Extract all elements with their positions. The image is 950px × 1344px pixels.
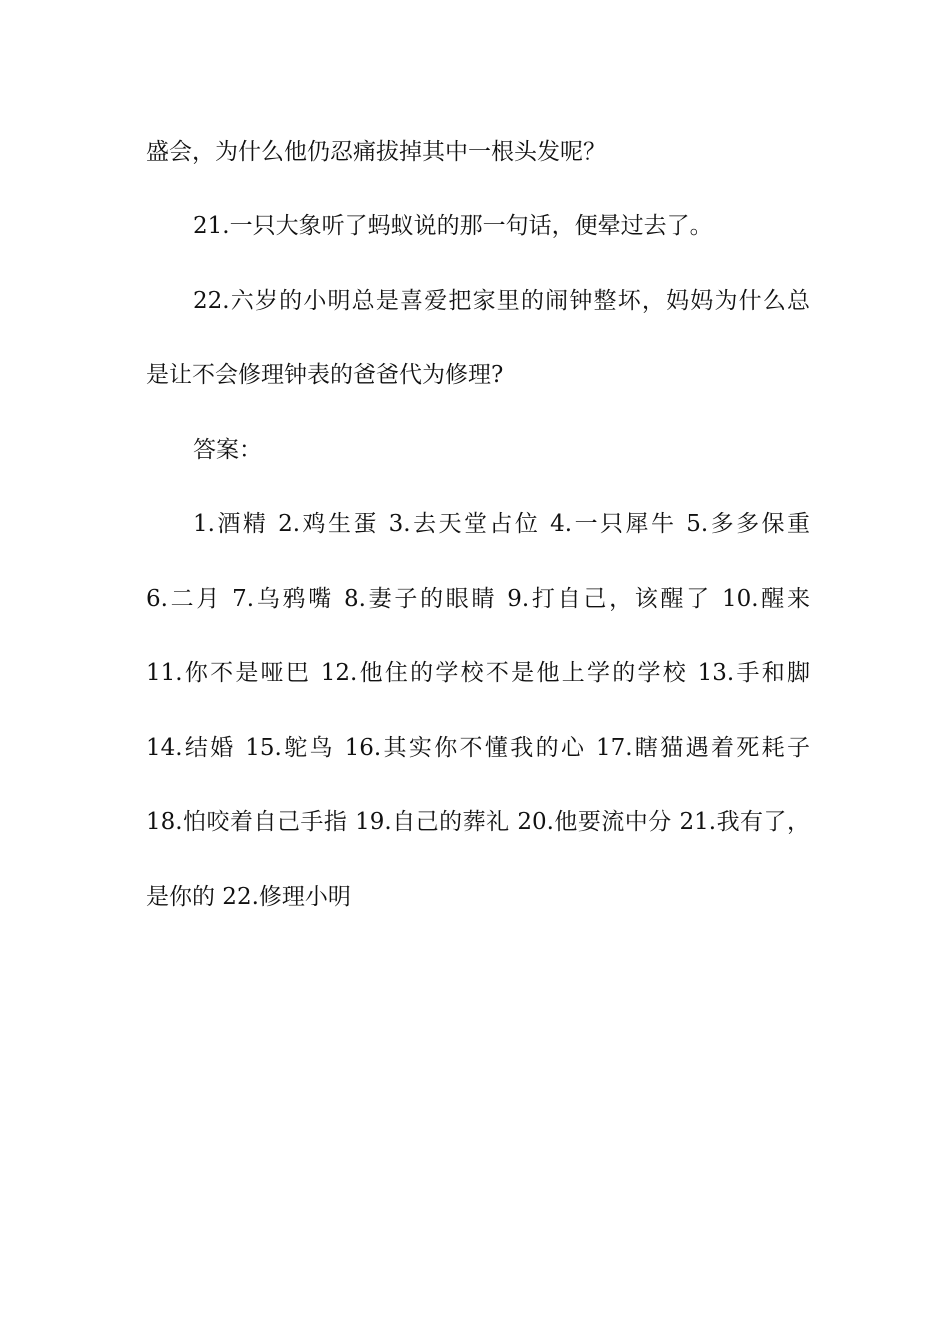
answers-line-1: 1.酒精 2.鸡生蛋 3.去天堂占位 4.一只犀牛 5.多多保重 <box>193 511 810 537</box>
question-22-line-1: 22.六岁的小明总是喜爱把家里的闹钟整坏，妈妈为什么总 <box>193 288 810 314</box>
answers-line-6: 是你的 22.修理小明 <box>146 884 351 910</box>
question-20-continuation: 盛会，为什么他仍忍痛拔掉其中一根头发呢？ <box>146 139 606 165</box>
answers-line-3: 11.你不是哑巴 12.他住的学校不是他上学的学校 13.手和脚 <box>146 660 810 686</box>
question-21: 21.一只大象听了蚂蚁说的那一句话，便晕过去了。 <box>193 213 713 239</box>
answers-line-2: 6.二月 7.乌鸦嘴 8.妻子的眼睛 9.打自己，该醒了 10.醒来 <box>146 586 810 612</box>
question-22-line-2: 是让不会修理钟表的爸爸代为修理? <box>146 362 504 388</box>
answers-line-5: 18.怕咬着自己手指 19.自己的葬礼 20.他要流中分 21.我有了， <box>146 809 810 835</box>
answers-line-4: 14.结婚 15.鸵鸟 16.其实你不懂我的心 17.瞎猫遇着死耗子 <box>146 735 810 761</box>
answers-heading: 答案： <box>193 437 262 463</box>
